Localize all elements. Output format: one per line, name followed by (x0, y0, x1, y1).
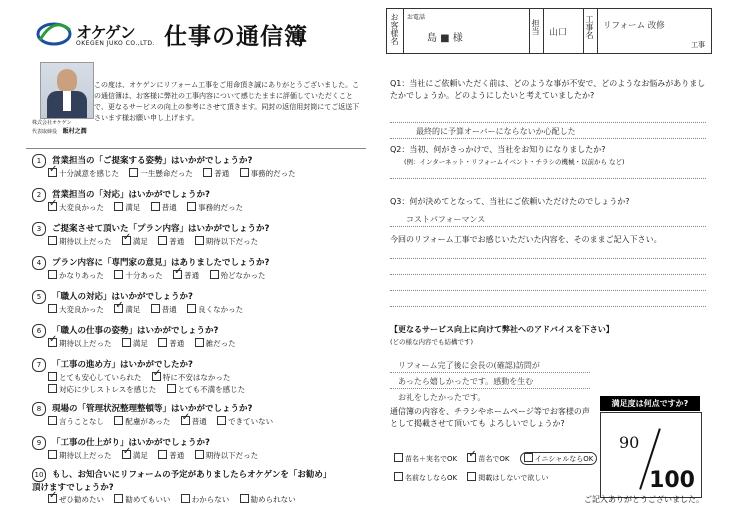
option[interactable]: ✓十分誠意を感じた (48, 168, 119, 179)
option[interactable]: 殆どなかった (210, 270, 266, 281)
option[interactable]: とても安心していられた (48, 372, 142, 383)
question-4: 4 プラン内容に「専門家の意見」はありましたでしょうか? (32, 256, 362, 270)
option[interactable]: 満足 (114, 202, 140, 213)
question-6: 6 「職人の仕事の姿勢」はいかがでしょうか? (32, 324, 362, 338)
work-name[interactable]: リフォーム 改修 (603, 21, 665, 31)
option[interactable]: 期待以下だった (195, 236, 259, 247)
signer (32, 119, 87, 135)
option[interactable]: 言うことなし (48, 416, 104, 427)
options-6 (48, 338, 358, 349)
divider (26, 148, 366, 149)
question-2: 2 営業担当の「対応」はいかがでしょうか? (32, 188, 362, 202)
option[interactable]: ✓ 満足 (122, 450, 148, 461)
question-5: 5 「職人の対応」はいかがでしょうか? (32, 290, 362, 304)
answer-3[interactable]: コストパフォーマンス (406, 215, 486, 224)
signer-role: 代表取締役 (32, 129, 58, 135)
options-7 (48, 372, 358, 383)
advice-hand-2[interactable]: あったら嬉しかったです。感動を生む (398, 377, 534, 386)
customer-name[interactable]: 島 ■ 様 (427, 33, 463, 44)
options-7b (48, 384, 358, 395)
option[interactable]: わからない (181, 494, 230, 505)
signer-company: 株式会社オケゲン (32, 120, 72, 126)
publish-options (394, 452, 600, 465)
option[interactable]: できていない (217, 416, 273, 427)
option[interactable]: 期待以下だった (195, 450, 259, 461)
staff-name[interactable]: 山口 (549, 28, 568, 38)
option[interactable]: 十分あった (114, 270, 162, 281)
option[interactable]: ✓ぜひ勧めたい (48, 494, 104, 505)
q2-example: (例：インターネット・リフォームイベント・チラシの機械・以前から など) (404, 158, 625, 166)
option[interactable]: 配慮があった (114, 416, 170, 427)
option[interactable]: 雑だった (195, 338, 236, 349)
publish-option[interactable]: 掲載はしないで欲しい (467, 472, 548, 483)
work-suffix: 工事 (691, 41, 705, 49)
publish-option[interactable]: 苗名＋実名でOK (394, 453, 457, 464)
score-value[interactable]: 90 (619, 433, 640, 452)
option[interactable]: 期待以上だった (48, 450, 112, 461)
option[interactable]: 満足 (122, 338, 148, 349)
option[interactable]: 普通 (158, 450, 184, 461)
advice-sub: (どの様な内容でも結構です) (390, 338, 474, 346)
advice-hand-1[interactable]: リフォーム完了後に会長の(確認)訪問が (398, 361, 540, 370)
option[interactable]: ✓期待以上だった (48, 338, 112, 349)
publish-question: 通信簿の内容を、チラシやホームページ等でお客様の声として掲載させて頂いても よろしいでしょうか? (390, 407, 590, 428)
option[interactable]: 事務的だった (187, 202, 243, 213)
publish-option[interactable]: イニシャルならOK (520, 452, 598, 465)
page-title: 仕事の通信簿 (164, 24, 308, 50)
advice-title: 【更なるサービス向上に向けて弊社へのアドバイスを下さい】 (390, 325, 614, 334)
company-logo (32, 18, 162, 52)
advice-hand-3[interactable]: お礼をしたかったです。 (398, 393, 486, 402)
q3-text: Q3：何が決めてとなって、当社にご依頼いただけたのでしょうか? (390, 197, 630, 206)
score-label: 満足度は何点ですか? (600, 396, 700, 411)
score-box (600, 412, 702, 498)
option[interactable]: 普通 (151, 304, 177, 315)
options-2 (48, 202, 358, 213)
option[interactable]: 勧めてもいい (114, 494, 170, 505)
option[interactable]: ✓ 満足 (122, 236, 148, 247)
staff-label: 担当 (531, 19, 540, 35)
customer-info-table (386, 8, 712, 54)
logo-mark-icon (36, 20, 76, 48)
logo-name: オケゲン (76, 23, 135, 42)
option[interactable]: 良くなかった (187, 304, 243, 315)
option[interactable]: 期待以上だった (48, 236, 112, 247)
option[interactable]: ✓ 普通 (173, 270, 199, 281)
phone-label: お電話 (407, 14, 426, 21)
intro-text: この度は、オケゲンにリフォーム工事をご用命頂き誠にありがとうございました。この通信簿は、お客様に弊社の工事内容について感じたままに評価していただくことで、更なるサービスの向上の参考にさせて頂きます。同封の返信用封筒にてご返送下さいます様お願い申し上げます。 (94, 81, 360, 122)
q2-text: Q2：当初、何がきっかけで、当社をお知りになりましたか? (390, 145, 606, 154)
option[interactable]: ✓ 満足 (114, 304, 140, 315)
publish-options-2 (394, 472, 600, 483)
option[interactable]: 普通 (151, 202, 177, 213)
options-4 (48, 270, 358, 281)
logo-sub: OKEGEN JUKO CO.,LTD. (76, 40, 155, 47)
publish-option[interactable]: ✓ 苗名でOK (467, 453, 509, 464)
question-10: 10 もし、お知合いにリフォームの予定がありましたらオケゲンを「お勧め」頂けますでしょうか? (32, 470, 332, 493)
question-8: 8 現場の「管理状況整理整頓等」はいかがでしょうか? (32, 402, 362, 416)
q1-text: Q1：当社にご依頼いただく前は、どのような事が不安で、どのようなお悩みがありましたかでしょうか。どのようにしたいと考えていましたか? (390, 79, 706, 100)
option[interactable]: 普通 (158, 236, 184, 247)
options-3 (48, 236, 358, 247)
option[interactable]: 一生懸命だった (129, 168, 193, 179)
question-9: 9 「工事の仕上がり」はいかがでしょうか? (32, 436, 362, 450)
option[interactable]: とても不満を感じた (167, 384, 246, 395)
president-photo (40, 62, 94, 119)
left-page (26, 8, 366, 514)
options-10 (48, 494, 358, 505)
publish-option[interactable]: 名前なしならOK (394, 472, 457, 483)
option[interactable]: ✓ 特に不安はなかった (152, 372, 231, 383)
options-9 (48, 450, 358, 461)
thanks-text: ご記入ありがとうございました。 (584, 495, 704, 504)
option[interactable]: かなりあった (48, 270, 104, 281)
signer-name: 飯村之潤 (62, 128, 87, 135)
option[interactable]: 普通 (158, 338, 184, 349)
customer-label: お客様名 (390, 13, 399, 45)
score-max: 100 (649, 468, 695, 493)
option[interactable]: 普通 (203, 168, 229, 179)
options-5 (48, 304, 358, 315)
right-page (386, 8, 710, 514)
q4-text: 今回のリフォーム工事でお感じいただいた内容を、そのままご記入下さい。 (390, 235, 662, 244)
answer-1[interactable]: 最終的に予算オーバーにならないか心配した (416, 127, 576, 136)
option[interactable]: 大変良かった (48, 304, 104, 315)
work-label: 工事名 (585, 15, 594, 39)
option[interactable]: ✓大変良かった (48, 202, 104, 213)
option[interactable]: 事務的だった (240, 168, 296, 179)
option[interactable]: 勧められない (240, 494, 296, 505)
options-1 (48, 168, 358, 179)
question-1: 1 営業担当の「ご提案する姿勢」はいかがでしょうか? (32, 154, 362, 168)
option[interactable]: 対応に少しストレスを感じた (48, 384, 156, 395)
option[interactable]: ✓ 普通 (181, 416, 207, 427)
options-8 (48, 416, 358, 427)
question-3: 3 ご提案させて頂いた「プラン内容」はいかがでしょうか? (32, 222, 362, 236)
question-7: 7 「工事の進め方」はいかがでしたか? (32, 358, 362, 372)
